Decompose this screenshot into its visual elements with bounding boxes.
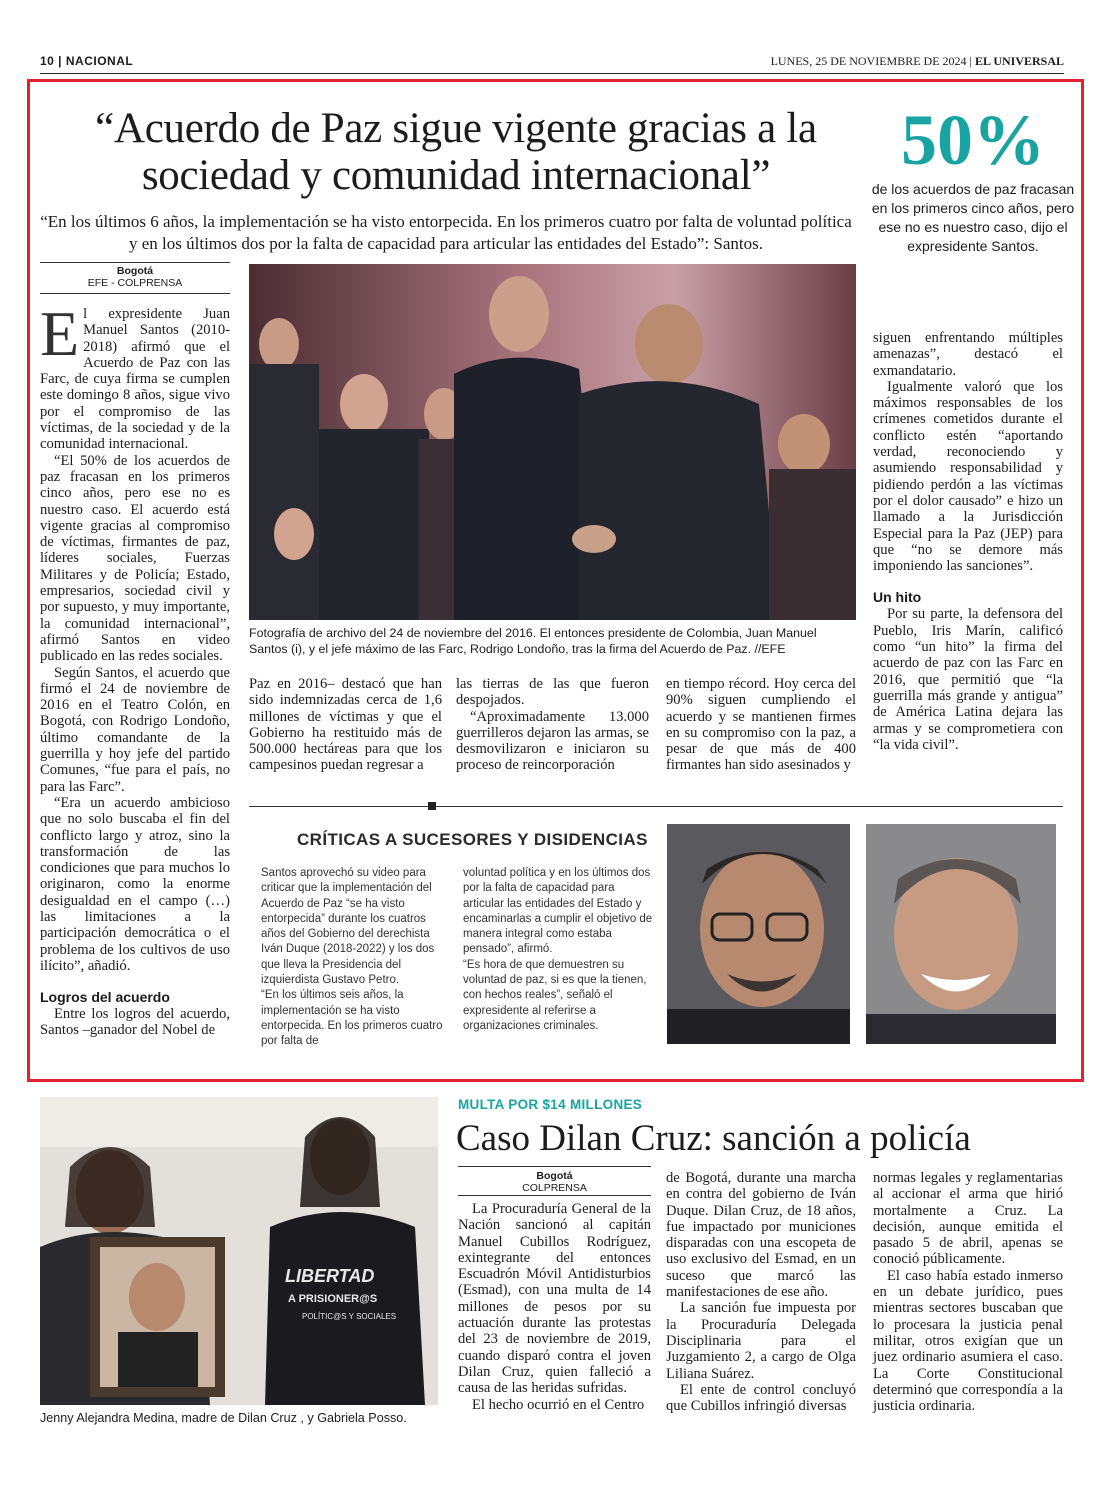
article-headline: “Acuerdo de Paz sigue vigente gracias a la sociedad y comunidad internacional” (95, 105, 817, 199)
shirt-text-2: A PRISIONER@S (288, 1293, 378, 1305)
article-column-2 (249, 676, 442, 774)
paragraph: l expresidente Juan Manuel Santos (2010-2018) afirmó que el Acuerdo de Paz con las Farc, de cuya firma se cumplen este domingo 8 años, sigue vivo por el compromiso de las víctimas, de la sociedad y de la comunidad internacional. (40, 306, 230, 453)
byline-city: Bogotá (116, 265, 154, 277)
dropcap: E (40, 298, 80, 369)
page-header (40, 52, 1064, 74)
paragraph: La sanción fue impuesta por la Procuraduría Delegada Disciplinaria para el Juzgamiento 2, a cargo de Olga Liliana Suárez. (666, 1300, 856, 1382)
paragraph: El hecho ocurrió en el Centro (472, 1396, 645, 1413)
paragraph: El caso había estado inmerso en un debate jurídico, pues mientras sectores buscaban que lo procesara la justicia penal militar, otros exigían que un juez ordinario asumiera el caso. La Corte Constitucional determinó que correspondía a la justicia ordinaria. (873, 1267, 1063, 1415)
article2-column-1 (458, 1201, 651, 1413)
byline-agency: COLPRENSA (522, 1182, 587, 1194)
byline-agency: EFE - COLPRENSA (87, 277, 183, 289)
paragraph: Santos aprovechó su video para criticar que la implementación del Acuerdo de Paz “se ha visto entorpecida” durante los cuatros años del Gobierno del derechista Iván Duque (2018-2022) y los dos que lleva la Presidencia del izquierdista Gustavo Petro. (261, 867, 435, 987)
byline-rule (458, 1166, 651, 1167)
paragraph: “Era un acuerdo ambicioso que no solo buscaba el fin del conflicto largo y atroz, sino la transformación de las condiciones que para muchos lo originaron, como la enorme desigualdad en el campo (…) las limitaciones a la participación democrática o el problema de los cultivos de uso ilícito”, añadió. (40, 794, 230, 974)
page-section: 10 | NACIONAL (40, 54, 134, 68)
paragraph: Paz en 2016– destacó que han sido indemnizadas cerca de 1,6 millones de víctimas y que el Gobierno ha restituido más de 500.000 hectáreas para que los campesinos puedan regresar a (249, 676, 442, 774)
date-text: LUNES, 25 DE NOVIEMBRE DE 2024 | (770, 54, 972, 68)
article-column-1 (40, 298, 230, 1039)
article-column-5 (873, 330, 1063, 753)
byline (458, 1170, 651, 1194)
duque-photo (866, 824, 1056, 1044)
paragraph: “En los últimos seis años, la implementación se ha visto entorpecida. En los primeros cuatro por falta de (261, 989, 443, 1048)
sidebar-title: CRÍTICAS A SUCESORES Y DISIDENCIAS (297, 830, 648, 849)
jenny-photo (40, 1097, 438, 1405)
paragraph: “Es hora de que demuestren su voluntad de paz, si es que la tienen, con hechos reales”, señaló el expresidente al referirse a organizaciones criminales. (463, 958, 647, 1032)
article2-kicker: MULTA POR $14 MILLONES (458, 1097, 643, 1112)
sidebar-column-2 (463, 866, 657, 1034)
paragraph: Por su parte, la defensora del Pueblo, Iris Marín, calificó como “un hito” la firma del acuerdo de paz con las Farc en 2016, que permitió que “la guerrilla más grande y antigua” de América Latina dejara las armas y se comprometiera con “la vida civil”. (873, 606, 1063, 753)
article2-headline: Caso Dilan Cruz: sanción a policía (456, 1118, 971, 1159)
main-photo-caption: Fotografía de archivo del 24 de noviembre del 2016. El entonces presidente de Colombia, Juan Manuel Santos (i), y el jefe máximo de las Farc, Rodrigo Londoño, tras la firma del Acuerdo de Paz. //EFE (249, 626, 817, 656)
sidebar-column-1 (261, 866, 453, 1050)
paragraph: Entre los logros del acuerdo, Santos –ganador del Nobel de (40, 1006, 230, 1039)
sidebar-top-rule (249, 806, 1063, 807)
paragraph: La Procuraduría General de la Nación sancionó al capitán Manuel Cubillos Rodríguez, exintegrante del entonces Escuadrón Móvil Antidisturbios (Esmad), con una multa de 14 millones de pesos por su actuación durante las protestas del 23 de noviembre de 2019, cuando disparó contra el joven Dilan Cruz, quien falleció a causa de las heridas sufridas. (458, 1201, 651, 1397)
main-photo (249, 264, 856, 620)
byline-city: Bogotá (536, 1170, 573, 1182)
paragraph: “Aproximadamente 13.000 guerrilleros dejaron las armas, se desmovilizaron e iniciaron su proceso de reincorporación (456, 708, 649, 774)
article2-column-3 (873, 1170, 1063, 1414)
paragraph: normas legales y reglamentarias al accionar el arma que hirió mortalmente a Cruz. La decisión, aunque emitida el pasado 5 de abril, apenas se conoció públicamente. (873, 1170, 1063, 1268)
byline-rule-bottom (40, 293, 230, 294)
article-deck: “En los últimos 6 años, la implementación se ha visto entorpecida. En los primeros cuatro por falta de voluntad política y en los últimos dos por la falta de capacidad para articular las entidades del Estado”: Santos. (40, 212, 852, 253)
jenny-photo-caption: Jenny Alejandra Medina, madre de Dilan Cruz , y Gabriela Posso. (40, 1411, 407, 1425)
shirt-text-3: POLÍTIC@S Y SOCIALES (302, 1312, 397, 1321)
subhead-logros: Logros del acuerdo (40, 989, 170, 1006)
paragraph: voluntad política y en los últimos dos por la falta de capacidad para articular las entidades del Estado y encaminarlas a cumplir el objetivo de manera integral como estaba pensado”, afirmó. (463, 867, 653, 956)
paragraph: Igualmente valoró que los máximos responsables de los crímenes cometidos durante el conflicto estén “aportando verdad, reconociendo y asumiendo responsabilidad y pidiendo perdón a las víctimas por el dolor causado” e hizo un llamado a la Jurisdicción Especial para la Paz (JEP) para que “no se demore más imponiendo las sanciones”. (873, 378, 1063, 575)
byline (40, 265, 230, 289)
stat-number: 50% (901, 100, 1045, 180)
paragraph: en tiempo récord. Hoy cerca del 90% siguen cumpliendo el acuerdo y se mantienen firmes en su compromiso con la paz, a pesar de que más de 400 firmantes han sido asesinados y (666, 676, 856, 774)
article-column-4 (666, 676, 856, 774)
article-column-3 (456, 676, 649, 774)
page-date (771, 54, 1064, 69)
shirt-text-1: LIBERTAD (285, 1266, 375, 1286)
paragraph: siguen enfrentando múltiples amenazas”, destacó el exmandatario. (873, 330, 1063, 379)
sidebar-marker (428, 802, 436, 810)
byline-rule (40, 262, 230, 263)
paragraph: “El 50% de los acuerdos de paz fracasan en los primeros cinco años, pero ese no es nuestro caso. El acuerdo está vigente gracias al compromiso de víctimas, firmantes de paz, líderes sociales, Fuerzas Militares y de Policía; Estado, empresarios, sociedad civil y por supuesto, y muy importante, la comunidad internacional”, afirmó Santos en video publicado en las redes sociales. (40, 452, 230, 665)
paragraph: Según Santos, el acuerdo que firmó el 24 de noviembre de 2016 en el Teatro Colón, en Bogotá, con Rodrigo Londoño, último comandante de la guerrilla y hoy jefe del partido Comunes, “fue para el país, no para las Farc”. (40, 664, 230, 795)
article2-column-2 (666, 1170, 856, 1414)
paragraph: de Bogotá, durante una marcha en contra del gobierno de Iván Duque. Dilan Cruz, de 18 años, fue impactado por municiones disparadas con una escopeta de uso exclusivo del Esmad, en un suceso que marcó las manifestaciones de ese año. (666, 1170, 856, 1301)
subhead-hito: Un hito (873, 589, 922, 606)
paragraph: las tierras de las que fueron despojados. (456, 676, 649, 709)
paragraph: El ente de control concluyó que Cubillos infringió diversas (666, 1381, 856, 1415)
petro-photo (667, 824, 850, 1044)
byline-rule-bottom (458, 1195, 651, 1196)
paper-name: EL UNIVERSAL (974, 54, 1064, 68)
stat-text: de los acuerdos de paz fracasan en los primeros cinco años, pero ese no es nuestro caso, dijo el expresidente Santos. (871, 181, 1075, 254)
